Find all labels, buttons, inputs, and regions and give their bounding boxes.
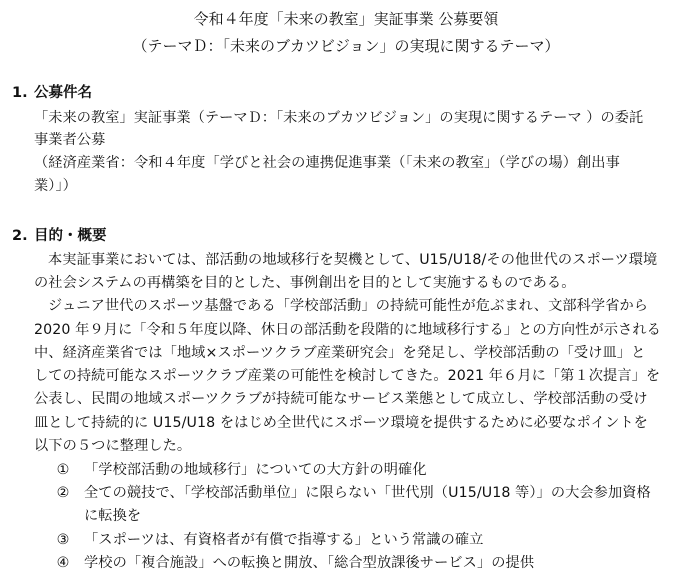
list-item-1-text: 「学校部活動の地域移行」についての大方針の明確化: [84, 462, 427, 478]
list-item-2-text-line-1: 全ての競技で、「学校部活動単位」に限らない「世代別（U15/U18 等）」の大会参加資格: [84, 485, 651, 501]
section-2-para-1-line-1: 本実証事業においては、部活動の地域移行を契機として、U15/U18/その他世代のスポーツ環境: [48, 252, 658, 268]
section-2-title: 目的・概要: [34, 228, 107, 244]
section-2-number: 2.: [12, 228, 28, 244]
section-1-line-3: （経済産業省：令和４年度「学びと社会の連携促進事業（「未来の教室」（学びの場）創出事: [34, 155, 620, 171]
list-item-2-text-line-2: に転換を: [84, 508, 142, 524]
section-2-para-2-line-7: 以下の５つに整理した。: [34, 438, 192, 454]
list-item-4-marker: ④: [56, 555, 70, 571]
section-1-number: 1.: [12, 85, 28, 101]
section-2-para-2-line-3: 中、経済産業省では「地域×スポーツクラブ産業研究会」を発足し、学校部活動の「受け皿」と: [34, 345, 646, 361]
section-1-title: 公募件名: [34, 85, 92, 101]
list-item-4-text: 学校の「複合施設」への転換と開放、「総合型放課後サービス」の提供: [84, 555, 535, 571]
document-title-line-2: （テーマＤ：「未来のブカツビジョン」の実現に関するテーマ）: [132, 37, 560, 55]
section-2-para-1-line-2: の社会システムの再構築を目的とした、事例創出を目的として実施するものである。: [34, 275, 576, 291]
section-1-line-2: 事業者公募: [34, 132, 106, 148]
list-item-2-marker: ②: [56, 485, 70, 501]
list-item-1-marker: ①: [56, 462, 70, 478]
section-2-para-2-line-1: ジュニア世代のスポーツ基盤である「学校部活動」の持続可能性が危ぶまれ、文部科学省から: [48, 298, 649, 314]
section-2-para-2-line-4: しての持続可能なスポーツクラブ産業の可能性を検討してきた。2021 年６月に「第１次提言」を: [34, 368, 661, 384]
section-1-line-1: 「未来の教室」実証事業（テーマＤ：「未来のブカツビジョン」の実現に関するテーマ ）の委託: [34, 110, 644, 126]
section-2-heading: [12, 226, 107, 246]
section-2-para-2-line-5: 公表し、民間の地域スポーツクラブが持続可能なサービス業態として成立し、学校部活動の受け: [34, 391, 648, 407]
list-item-3-text: 「スポーツは、有資格者が有償で指導する」という常識の確立: [84, 532, 484, 548]
list-item-3-marker: ③: [56, 532, 70, 548]
section-1-line-4: 業）」）: [34, 178, 77, 194]
section-1-heading: [12, 83, 92, 103]
document-title-line-1: 令和４年度「未来の教室」実証事業 公募要領: [193, 10, 499, 28]
section-2-para-2-line-2: 2020 年９月に「令和５年度以降、休日の部活動を段階的に地域移行する」との方向性が示される: [34, 322, 661, 338]
section-2-para-2-line-6: 皿として持続的に U15/U18 をはじめ全世代にスポーツ環境を提供するために必要なポイントを: [34, 415, 648, 431]
